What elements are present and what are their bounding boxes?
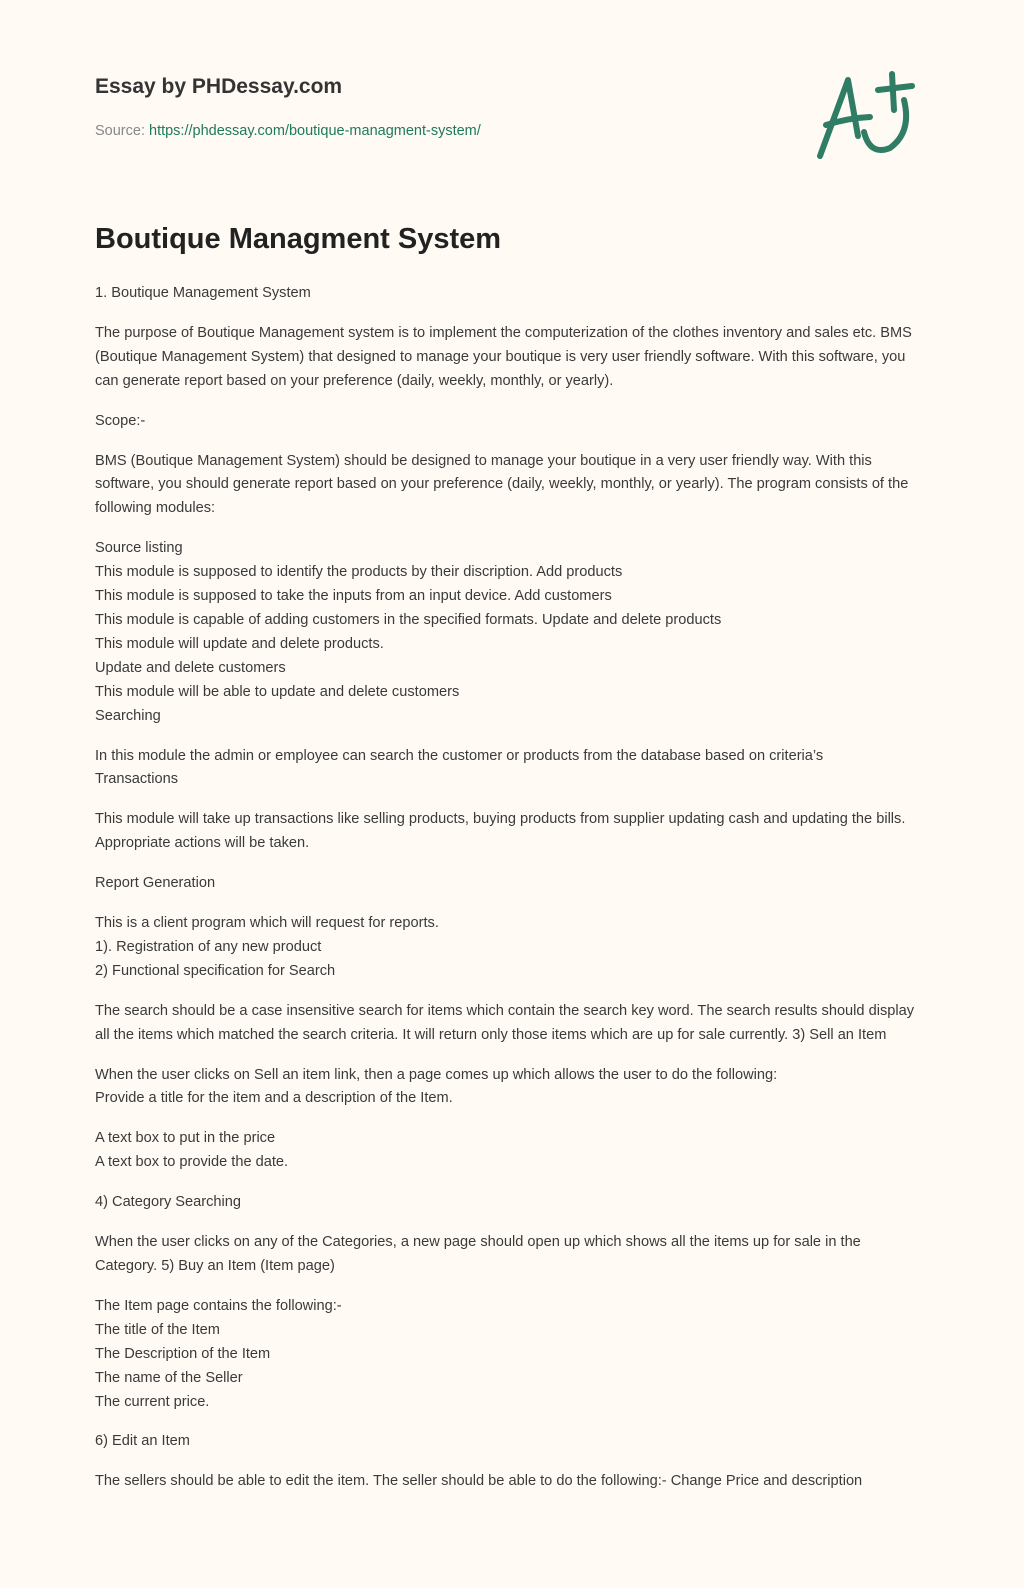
- paragraph-line: This is a client program which will request for reports.: [95, 915, 439, 932]
- paragraph: [95, 1430, 925, 1454]
- brand-title: Essay by PHDessay.com: [95, 75, 343, 98]
- paragraph-line: Report Generation: [95, 875, 216, 892]
- paragraph-line: 1. Boutique Management System: [95, 285, 311, 301]
- paragraph: [95, 1127, 925, 1175]
- paragraph: [95, 745, 925, 793]
- paragraph-line: Scope:-: [95, 412, 146, 429]
- paragraph-line: When the user clicks on any of the Categories, a new page should open up which shows all the items up for sale in the Category. 5) Buy an Item (Item page): [95, 1234, 861, 1274]
- paragraph: [95, 1064, 925, 1112]
- paragraph-line: 6) Edit an Item: [95, 1433, 190, 1450]
- paragraph: [95, 1470, 925, 1494]
- paragraph-line: Update and delete customers: [95, 659, 286, 676]
- paragraph-line: The Item page contains the following:-: [95, 1297, 342, 1314]
- paragraph: [95, 1295, 925, 1415]
- paragraph: [95, 1000, 925, 1048]
- paragraph-line: This module will update and delete products.: [95, 635, 384, 652]
- paragraph-line: BMS (Boutique Management System) should be designed to manage your boutique in a very user friendly way. With this software, you should generate report based on your preference (daily, weekly, monthly, or yearly). The program consists of the following modules:: [95, 452, 909, 517]
- paragraph-line: 4) Category Searching: [95, 1194, 242, 1211]
- paragraph: [95, 410, 925, 434]
- paragraph-line: This module will take up transactions like selling products, buying products from supplier updating cash and updating the bills. Appropriate actions will be taken.: [95, 811, 906, 852]
- paragraph-line: The name of the Seller: [95, 1369, 243, 1386]
- paragraph-line: A text box to provide the date.: [95, 1154, 289, 1171]
- paragraph-line: Provide a title for the item and a description of the Item.: [95, 1090, 453, 1107]
- paragraph-line: The sellers should be able to edit the item. The seller should be able to do the following:- Change Price and description: [95, 1473, 863, 1490]
- paragraph-line: The purpose of Boutique Management system is to implement the computerization of the clothes inventory and sales etc. BMS (Boutique Management System) that designed to manage your boutique is very user friendly software. With this software, you can generate report based on your preference (daily, weekly, monthly, or yearly).: [95, 324, 912, 389]
- a-plus-logo-icon: [808, 70, 918, 165]
- paragraph: [95, 537, 925, 728]
- paragraph-line: A text box to put in the price: [95, 1130, 276, 1147]
- paragraph-line: 2) Functional specification for Search: [95, 962, 336, 979]
- essay-body: [95, 282, 925, 1510]
- source-link[interactable]: https://phdessay.com/boutique-managment-system/: [149, 123, 481, 139]
- source-label: Source:: [95, 123, 149, 139]
- paragraph-line: This module will be able to update and delete customers: [95, 683, 460, 700]
- paragraph: [95, 912, 925, 984]
- paragraph: [95, 1231, 925, 1279]
- paragraph: [95, 872, 925, 896]
- paragraph: [95, 322, 925, 394]
- paragraph-line: This module is supposed to identify the products by their discription. Add products: [95, 564, 623, 581]
- paragraph-line: This module is supposed to take the inputs from an input device. Add customers: [95, 588, 612, 605]
- paragraph: [95, 808, 925, 856]
- paragraph-line: 1). Registration of any new product: [95, 938, 322, 955]
- paragraph-line: This module is capable of adding customers in the specified formats. Update and delete products: [95, 611, 722, 628]
- paragraph-line: In this module the admin or employee can search the customer or products from the database based on criteria’s: [95, 747, 824, 764]
- paragraph-line: Transactions: [95, 771, 179, 788]
- paragraph-line: Searching: [95, 707, 161, 724]
- paragraph-line: The search should be a case insensitive search for items which contain the search key word. The search results should display all the items which matched the search criteria. It will return only those items which are up for sale currently. 3) Sell an Item: [95, 1002, 915, 1043]
- paragraph-line: When the user clicks on Sell an item link, then a page comes up which allows the user to do the following:: [95, 1066, 778, 1083]
- paragraph-line: The title of the Item: [95, 1321, 220, 1338]
- paragraph-line: The current price.: [95, 1393, 210, 1410]
- essay-title: Boutique Managment System: [95, 223, 502, 255]
- paragraph-line: Source listing: [95, 540, 183, 557]
- paragraph: [95, 450, 925, 522]
- paragraph-line: The Description of the Item: [95, 1345, 271, 1362]
- paragraph: [95, 282, 925, 306]
- paragraph: [95, 1191, 925, 1215]
- source-line: [95, 123, 481, 139]
